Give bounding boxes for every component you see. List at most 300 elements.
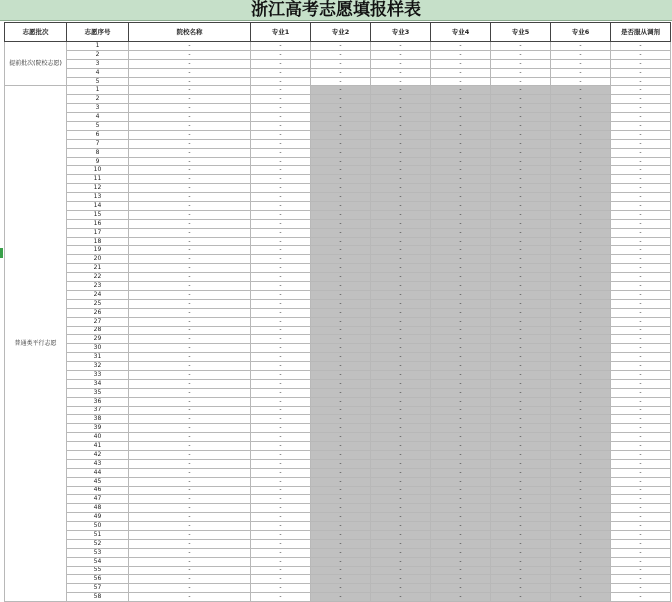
major-6-cell[interactable]: - — [551, 504, 611, 513]
major-3-cell[interactable]: - — [371, 530, 431, 539]
major-5-cell[interactable]: - — [491, 468, 551, 477]
major-3-cell[interactable]: - — [371, 370, 431, 379]
seq-cell[interactable]: 13 — [67, 193, 129, 202]
major-4-cell[interactable]: - — [431, 379, 491, 388]
major-2-cell[interactable]: - — [311, 122, 371, 131]
major-2-cell[interactable]: - — [311, 450, 371, 459]
major-4-cell[interactable]: - — [431, 290, 491, 299]
school-cell[interactable]: - — [129, 184, 251, 193]
adjust-cell[interactable]: - — [611, 557, 671, 566]
major-2-cell[interactable]: - — [311, 406, 371, 415]
major-3-cell[interactable]: - — [371, 77, 431, 86]
major-1-cell[interactable]: - — [251, 344, 311, 353]
major-4-cell[interactable]: - — [431, 477, 491, 486]
batch-label[interactable]: 提前批次(院校志愿) — [5, 42, 67, 86]
major-6-cell[interactable]: - — [551, 379, 611, 388]
major-5-cell[interactable]: - — [491, 326, 551, 335]
major-5-cell[interactable]: - — [491, 122, 551, 131]
adjust-cell[interactable]: - — [611, 77, 671, 86]
major-5-cell[interactable]: - — [491, 495, 551, 504]
major-5-cell[interactable]: - — [491, 95, 551, 104]
major-4-cell[interactable]: - — [431, 148, 491, 157]
major-2-cell[interactable]: - — [311, 113, 371, 122]
major-5-cell[interactable]: - — [491, 210, 551, 219]
major-4-cell[interactable]: - — [431, 104, 491, 113]
major-1-cell[interactable]: - — [251, 255, 311, 264]
adjust-cell[interactable]: - — [611, 397, 671, 406]
major-4-cell[interactable]: - — [431, 495, 491, 504]
major-3-cell[interactable]: - — [371, 344, 431, 353]
major-1-cell[interactable]: - — [251, 504, 311, 513]
major-1-cell[interactable]: - — [251, 264, 311, 273]
major-1-cell[interactable]: - — [251, 468, 311, 477]
major-2-cell[interactable]: - — [311, 184, 371, 193]
major-1-cell[interactable]: - — [251, 450, 311, 459]
major-2-cell[interactable]: - — [311, 166, 371, 175]
major-4-cell[interactable]: - — [431, 264, 491, 273]
major-4-cell[interactable]: - — [431, 575, 491, 584]
major-3-cell[interactable]: - — [371, 299, 431, 308]
adjust-cell[interactable]: - — [611, 59, 671, 68]
seq-cell[interactable]: 56 — [67, 575, 129, 584]
major-3-cell[interactable]: - — [371, 193, 431, 202]
seq-cell[interactable]: 12 — [67, 184, 129, 193]
major-4-cell[interactable]: - — [431, 139, 491, 148]
major-1-cell[interactable]: - — [251, 219, 311, 228]
seq-cell[interactable]: 53 — [67, 548, 129, 557]
major-6-cell[interactable]: - — [551, 522, 611, 531]
adjust-cell[interactable]: - — [611, 388, 671, 397]
school-cell[interactable]: - — [129, 95, 251, 104]
major-6-cell[interactable]: - — [551, 273, 611, 282]
major-3-cell[interactable]: - — [371, 255, 431, 264]
school-cell[interactable]: - — [129, 193, 251, 202]
major-3-cell[interactable]: - — [371, 113, 431, 122]
adjust-cell[interactable]: - — [611, 148, 671, 157]
major-5-cell[interactable]: - — [491, 575, 551, 584]
adjust-cell[interactable]: - — [611, 335, 671, 344]
major-5-cell[interactable]: - — [491, 246, 551, 255]
major-2-cell[interactable]: - — [311, 477, 371, 486]
major-4-cell[interactable]: - — [431, 530, 491, 539]
seq-cell[interactable]: 17 — [67, 228, 129, 237]
adjust-cell[interactable]: - — [611, 255, 671, 264]
major-5-cell[interactable]: - — [491, 388, 551, 397]
major-1-cell[interactable]: - — [251, 113, 311, 122]
major-5-cell[interactable]: - — [491, 522, 551, 531]
major-3-cell[interactable]: - — [371, 210, 431, 219]
major-5-cell[interactable]: - — [491, 548, 551, 557]
major-1-cell[interactable]: - — [251, 95, 311, 104]
adjust-cell[interactable]: - — [611, 50, 671, 59]
adjust-cell[interactable]: - — [611, 42, 671, 51]
major-1-cell[interactable]: - — [251, 122, 311, 131]
major-3-cell[interactable]: - — [371, 397, 431, 406]
major-6-cell[interactable]: - — [551, 184, 611, 193]
major-5-cell[interactable]: - — [491, 450, 551, 459]
adjust-cell[interactable]: - — [611, 210, 671, 219]
seq-cell[interactable]: 2 — [67, 50, 129, 59]
major-3-cell[interactable]: - — [371, 148, 431, 157]
major-1-cell[interactable]: - — [251, 335, 311, 344]
school-cell[interactable]: - — [129, 219, 251, 228]
adjust-cell[interactable]: - — [611, 157, 671, 166]
adjust-cell[interactable]: - — [611, 539, 671, 548]
major-2-cell[interactable]: - — [311, 264, 371, 273]
adjust-cell[interactable]: - — [611, 459, 671, 468]
major-4-cell[interactable]: - — [431, 362, 491, 371]
major-5-cell[interactable]: - — [491, 273, 551, 282]
major-4-cell[interactable]: - — [431, 122, 491, 131]
school-cell[interactable]: - — [129, 113, 251, 122]
adjust-cell[interactable]: - — [611, 308, 671, 317]
major-1-cell[interactable]: - — [251, 406, 311, 415]
major-5-cell[interactable]: - — [491, 282, 551, 291]
major-3-cell[interactable]: - — [371, 50, 431, 59]
major-2-cell[interactable]: - — [311, 228, 371, 237]
major-5-cell[interactable]: - — [491, 397, 551, 406]
major-1-cell[interactable]: - — [251, 273, 311, 282]
adjust-cell[interactable]: - — [611, 370, 671, 379]
major-1-cell[interactable]: - — [251, 139, 311, 148]
major-3-cell[interactable]: - — [371, 539, 431, 548]
seq-cell[interactable]: 45 — [67, 477, 129, 486]
adjust-cell[interactable]: - — [611, 299, 671, 308]
school-cell[interactable]: - — [129, 575, 251, 584]
major-2-cell[interactable]: - — [311, 77, 371, 86]
major-3-cell[interactable]: - — [371, 362, 431, 371]
seq-cell[interactable]: 58 — [67, 593, 129, 602]
major-5-cell[interactable]: - — [491, 175, 551, 184]
major-4-cell[interactable]: - — [431, 557, 491, 566]
seq-cell[interactable]: 14 — [67, 202, 129, 211]
major-5-cell[interactable]: - — [491, 353, 551, 362]
school-cell[interactable]: - — [129, 495, 251, 504]
adjust-cell[interactable]: - — [611, 530, 671, 539]
major-6-cell[interactable]: - — [551, 246, 611, 255]
seq-cell[interactable]: 10 — [67, 166, 129, 175]
school-cell[interactable]: - — [129, 566, 251, 575]
major-1-cell[interactable]: - — [251, 362, 311, 371]
major-1-cell[interactable]: - — [251, 495, 311, 504]
major-2-cell[interactable]: - — [311, 370, 371, 379]
seq-cell[interactable]: 3 — [67, 59, 129, 68]
major-6-cell[interactable]: - — [551, 477, 611, 486]
school-cell[interactable]: - — [129, 539, 251, 548]
major-5-cell[interactable]: - — [491, 42, 551, 51]
major-2-cell[interactable]: - — [311, 237, 371, 246]
seq-cell[interactable]: 2 — [67, 95, 129, 104]
major-6-cell[interactable]: - — [551, 459, 611, 468]
major-1-cell[interactable]: - — [251, 548, 311, 557]
major-3-cell[interactable]: - — [371, 415, 431, 424]
adjust-cell[interactable]: - — [611, 104, 671, 113]
major-4-cell[interactable]: - — [431, 210, 491, 219]
major-5-cell[interactable]: - — [491, 290, 551, 299]
major-1-cell[interactable]: - — [251, 433, 311, 442]
adjust-cell[interactable]: - — [611, 219, 671, 228]
adjust-cell[interactable]: - — [611, 86, 671, 95]
adjust-cell[interactable]: - — [611, 575, 671, 584]
major-1-cell[interactable]: - — [251, 50, 311, 59]
major-5-cell[interactable]: - — [491, 406, 551, 415]
major-5-cell[interactable]: - — [491, 264, 551, 273]
school-cell[interactable]: - — [129, 530, 251, 539]
seq-cell[interactable]: 4 — [67, 113, 129, 122]
major-5-cell[interactable]: - — [491, 104, 551, 113]
major-3-cell[interactable]: - — [371, 166, 431, 175]
major-3-cell[interactable]: - — [371, 228, 431, 237]
major-2-cell[interactable]: - — [311, 362, 371, 371]
major-4-cell[interactable]: - — [431, 335, 491, 344]
seq-cell[interactable]: 21 — [67, 264, 129, 273]
seq-cell[interactable]: 44 — [67, 468, 129, 477]
seq-cell[interactable]: 40 — [67, 433, 129, 442]
major-3-cell[interactable]: - — [371, 184, 431, 193]
major-1-cell[interactable]: - — [251, 370, 311, 379]
school-cell[interactable]: - — [129, 86, 251, 95]
major-6-cell[interactable]: - — [551, 95, 611, 104]
major-5-cell[interactable]: - — [491, 202, 551, 211]
seq-cell[interactable]: 18 — [67, 237, 129, 246]
major-6-cell[interactable]: - — [551, 264, 611, 273]
school-cell[interactable]: - — [129, 175, 251, 184]
adjust-cell[interactable]: - — [611, 504, 671, 513]
seq-cell[interactable]: 41 — [67, 442, 129, 451]
school-cell[interactable]: - — [129, 122, 251, 131]
major-2-cell[interactable]: - — [311, 486, 371, 495]
major-6-cell[interactable]: - — [551, 442, 611, 451]
major-6-cell[interactable]: - — [551, 530, 611, 539]
major-6-cell[interactable]: - — [551, 370, 611, 379]
school-cell[interactable]: - — [129, 255, 251, 264]
school-cell[interactable]: - — [129, 442, 251, 451]
major-5-cell[interactable]: - — [491, 504, 551, 513]
seq-cell[interactable]: 34 — [67, 379, 129, 388]
adjust-cell[interactable]: - — [611, 486, 671, 495]
major-2-cell[interactable]: - — [311, 175, 371, 184]
major-4-cell[interactable]: - — [431, 433, 491, 442]
major-4-cell[interactable]: - — [431, 282, 491, 291]
major-6-cell[interactable]: - — [551, 450, 611, 459]
major-2-cell[interactable]: - — [311, 193, 371, 202]
major-2-cell[interactable]: - — [311, 397, 371, 406]
school-cell[interactable]: - — [129, 326, 251, 335]
adjust-cell[interactable]: - — [611, 282, 671, 291]
seq-cell[interactable]: 49 — [67, 513, 129, 522]
major-1-cell[interactable]: - — [251, 522, 311, 531]
adjust-cell[interactable]: - — [611, 442, 671, 451]
major-1-cell[interactable]: - — [251, 584, 311, 593]
major-6-cell[interactable]: - — [551, 50, 611, 59]
school-cell[interactable]: - — [129, 77, 251, 86]
major-2-cell[interactable]: - — [311, 139, 371, 148]
adjust-cell[interactable]: - — [611, 184, 671, 193]
seq-cell[interactable]: 39 — [67, 424, 129, 433]
seq-cell[interactable]: 26 — [67, 308, 129, 317]
major-3-cell[interactable]: - — [371, 122, 431, 131]
major-1-cell[interactable]: - — [251, 130, 311, 139]
major-2-cell[interactable]: - — [311, 388, 371, 397]
school-cell[interactable]: - — [129, 450, 251, 459]
major-5-cell[interactable]: - — [491, 228, 551, 237]
adjust-cell[interactable]: - — [611, 139, 671, 148]
major-2-cell[interactable]: - — [311, 86, 371, 95]
major-5-cell[interactable]: - — [491, 148, 551, 157]
seq-cell[interactable]: 43 — [67, 459, 129, 468]
major-5-cell[interactable]: - — [491, 415, 551, 424]
major-6-cell[interactable]: - — [551, 344, 611, 353]
major-6-cell[interactable]: - — [551, 290, 611, 299]
major-2-cell[interactable]: - — [311, 495, 371, 504]
major-6-cell[interactable]: - — [551, 335, 611, 344]
major-1-cell[interactable]: - — [251, 104, 311, 113]
major-2-cell[interactable]: - — [311, 273, 371, 282]
major-2-cell[interactable]: - — [311, 575, 371, 584]
major-2-cell[interactable]: - — [311, 433, 371, 442]
seq-cell[interactable]: 38 — [67, 415, 129, 424]
major-3-cell[interactable]: - — [371, 68, 431, 77]
adjust-cell[interactable]: - — [611, 593, 671, 602]
major-6-cell[interactable]: - — [551, 388, 611, 397]
school-cell[interactable]: - — [129, 104, 251, 113]
major-2-cell[interactable]: - — [311, 308, 371, 317]
major-5-cell[interactable]: - — [491, 566, 551, 575]
major-2-cell[interactable]: - — [311, 219, 371, 228]
major-6-cell[interactable]: - — [551, 68, 611, 77]
school-cell[interactable]: - — [129, 388, 251, 397]
major-5-cell[interactable]: - — [491, 193, 551, 202]
adjust-cell[interactable]: - — [611, 228, 671, 237]
major-6-cell[interactable]: - — [551, 468, 611, 477]
major-4-cell[interactable]: - — [431, 317, 491, 326]
major-3-cell[interactable]: - — [371, 575, 431, 584]
seq-cell[interactable]: 28 — [67, 326, 129, 335]
major-3-cell[interactable]: - — [371, 290, 431, 299]
major-5-cell[interactable]: - — [491, 166, 551, 175]
major-4-cell[interactable]: - — [431, 246, 491, 255]
major-2-cell[interactable]: - — [311, 522, 371, 531]
major-2-cell[interactable]: - — [311, 513, 371, 522]
major-6-cell[interactable]: - — [551, 139, 611, 148]
major-4-cell[interactable]: - — [431, 308, 491, 317]
major-3-cell[interactable]: - — [371, 219, 431, 228]
school-cell[interactable]: - — [129, 317, 251, 326]
major-1-cell[interactable]: - — [251, 237, 311, 246]
adjust-cell[interactable]: - — [611, 326, 671, 335]
seq-cell[interactable]: 15 — [67, 210, 129, 219]
major-6-cell[interactable]: - — [551, 210, 611, 219]
school-cell[interactable]: - — [129, 459, 251, 468]
school-cell[interactable]: - — [129, 522, 251, 531]
major-6-cell[interactable]: - — [551, 593, 611, 602]
adjust-cell[interactable]: - — [611, 353, 671, 362]
major-2-cell[interactable]: - — [311, 530, 371, 539]
major-6-cell[interactable]: - — [551, 130, 611, 139]
adjust-cell[interactable]: - — [611, 175, 671, 184]
major-5-cell[interactable]: - — [491, 433, 551, 442]
major-5-cell[interactable]: - — [491, 486, 551, 495]
adjust-cell[interactable]: - — [611, 379, 671, 388]
major-6-cell[interactable]: - — [551, 122, 611, 131]
adjust-cell[interactable]: - — [611, 450, 671, 459]
adjust-cell[interactable]: - — [611, 95, 671, 104]
seq-cell[interactable]: 33 — [67, 370, 129, 379]
major-6-cell[interactable]: - — [551, 86, 611, 95]
school-cell[interactable]: - — [129, 228, 251, 237]
major-5-cell[interactable]: - — [491, 593, 551, 602]
major-4-cell[interactable]: - — [431, 353, 491, 362]
major-6-cell[interactable]: - — [551, 539, 611, 548]
major-6-cell[interactable]: - — [551, 104, 611, 113]
major-5-cell[interactable]: - — [491, 139, 551, 148]
major-1-cell[interactable]: - — [251, 317, 311, 326]
major-2-cell[interactable]: - — [311, 335, 371, 344]
major-1-cell[interactable]: - — [251, 228, 311, 237]
major-2-cell[interactable]: - — [311, 468, 371, 477]
major-4-cell[interactable]: - — [431, 299, 491, 308]
major-5-cell[interactable]: - — [491, 335, 551, 344]
school-cell[interactable]: - — [129, 308, 251, 317]
major-6-cell[interactable]: - — [551, 166, 611, 175]
major-4-cell[interactable]: - — [431, 255, 491, 264]
major-4-cell[interactable]: - — [431, 184, 491, 193]
major-2-cell[interactable]: - — [311, 42, 371, 51]
major-2-cell[interactable]: - — [311, 379, 371, 388]
major-5-cell[interactable]: - — [491, 459, 551, 468]
school-cell[interactable]: - — [129, 424, 251, 433]
major-3-cell[interactable]: - — [371, 157, 431, 166]
school-cell[interactable]: - — [129, 557, 251, 566]
seq-cell[interactable]: 25 — [67, 299, 129, 308]
major-4-cell[interactable]: - — [431, 193, 491, 202]
seq-cell[interactable]: 36 — [67, 397, 129, 406]
school-cell[interactable]: - — [129, 68, 251, 77]
major-1-cell[interactable]: - — [251, 424, 311, 433]
major-4-cell[interactable]: - — [431, 273, 491, 282]
school-cell[interactable]: - — [129, 353, 251, 362]
major-1-cell[interactable]: - — [251, 175, 311, 184]
major-6-cell[interactable]: - — [551, 77, 611, 86]
school-cell[interactable]: - — [129, 42, 251, 51]
seq-cell[interactable]: 8 — [67, 148, 129, 157]
adjust-cell[interactable]: - — [611, 246, 671, 255]
major-3-cell[interactable]: - — [371, 388, 431, 397]
school-cell[interactable]: - — [129, 584, 251, 593]
major-1-cell[interactable]: - — [251, 157, 311, 166]
major-2-cell[interactable]: - — [311, 539, 371, 548]
major-1-cell[interactable]: - — [251, 397, 311, 406]
major-3-cell[interactable]: - — [371, 593, 431, 602]
major-3-cell[interactable]: - — [371, 433, 431, 442]
major-3-cell[interactable]: - — [371, 486, 431, 495]
major-2-cell[interactable]: - — [311, 459, 371, 468]
major-5-cell[interactable]: - — [491, 344, 551, 353]
seq-cell[interactable]: 27 — [67, 317, 129, 326]
major-1-cell[interactable]: - — [251, 59, 311, 68]
school-cell[interactable]: - — [129, 282, 251, 291]
adjust-cell[interactable]: - — [611, 495, 671, 504]
major-5-cell[interactable]: - — [491, 68, 551, 77]
major-1-cell[interactable]: - — [251, 513, 311, 522]
major-6-cell[interactable]: - — [551, 113, 611, 122]
adjust-cell[interactable]: - — [611, 415, 671, 424]
major-2-cell[interactable]: - — [311, 282, 371, 291]
major-3-cell[interactable]: - — [371, 104, 431, 113]
major-5-cell[interactable]: - — [491, 513, 551, 522]
major-5-cell[interactable]: - — [491, 379, 551, 388]
major-6-cell[interactable]: - — [551, 486, 611, 495]
